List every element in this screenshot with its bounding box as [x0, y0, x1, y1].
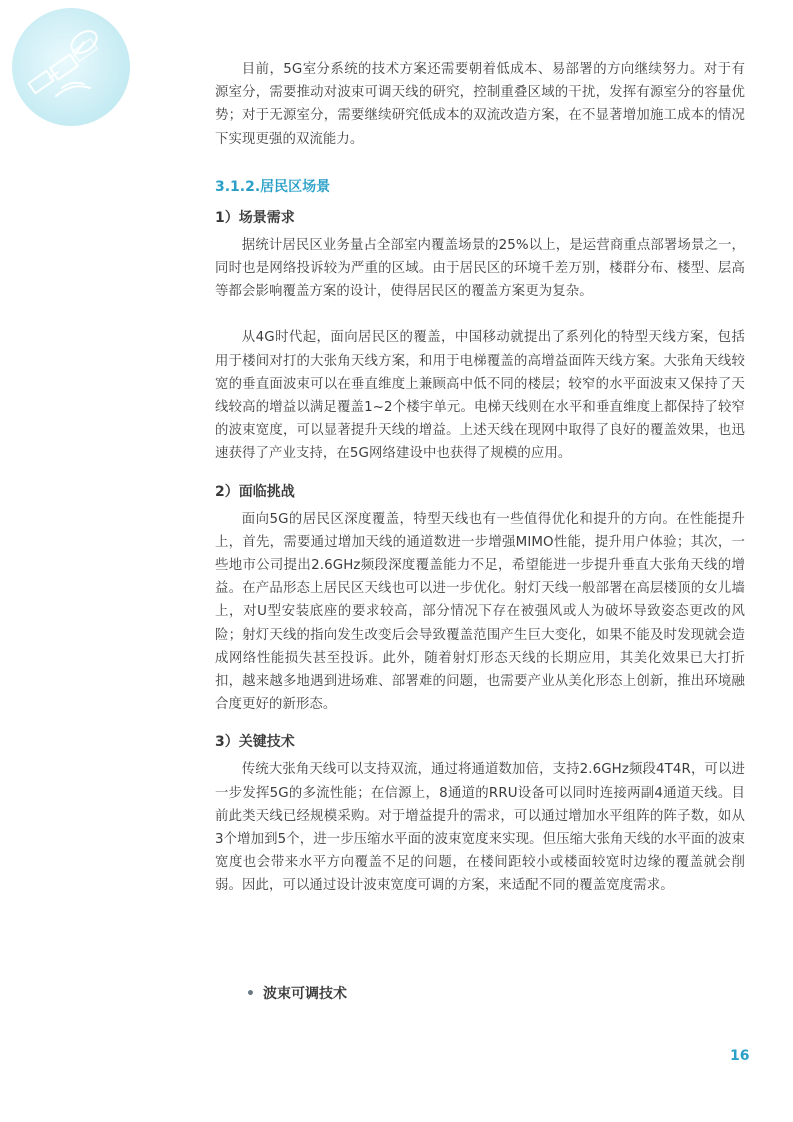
demand-paragraph-1: 据统计居民区业务量占全部室内覆盖场景的25%以上，是运营商重点部署场景之一，同时也是网络投诉较为严重的区域。由于居民区的环境千差万别，楼群分布、楼型、层高等都会影响覆盖方案的设计，使得居民区的覆盖方案更为复杂。	[215, 237, 745, 300]
page-number: 16	[730, 1048, 750, 1064]
challenge-paragraph: 面向5G的居民区深度覆盖，特型天线也有一些值得优化和提升的方向。在性能提升上，首先，需要通过增加天线的通道数进一步增强MIMO性能，提升用户体验；其次，一些地市公司提出2.6GHz频段深度覆盖能力不足，希望能进一步提升垂直大张角天线的增益。在产品形态上居民区天线也可以进一步优化。射灯天线一般部署在高层楼顶的女儿墙上，对U型安装底座的要求较高，部分情况下存在被强风或人为破坏导致姿态更改的风险；射灯天线的指向发生改变后会导致覆盖范围产生巨大变化，如果不能及时发现就会造成网络性能损失甚至投诉。此外，随着射灯形态天线的长期应用，其美化效果已大打折扣，越来越多地遇到进场难、部署难的问题，也需要产业从美化形态上创新，推出环境融合度更好的新形态。	[215, 511, 745, 713]
bullet-text: 波束可调技术	[262, 986, 347, 1002]
subheading-demand: 1）场景需求	[215, 209, 295, 226]
bullet-icon: •	[246, 986, 255, 1002]
subheading-challenge: 2）面临挑战	[215, 483, 295, 500]
satellite-icon	[12, 8, 130, 126]
page-content	[215, 58, 745, 898]
intro-paragraph: 目前，5G室分系统的技术方案还需要朝着低成本、易部署的方向继续努力。对于有源室分，需要推动对波束可调天线的研究，控制重叠区域的干扰，发挥有源室分的容量优势；对于无源室分，需要继续研究低成本的双流改造方案，在不显著增加施工成本的情况下实现更强的双流能力。	[215, 62, 745, 147]
satellite-logo	[12, 8, 130, 126]
keytech-paragraph: 传统大张角天线可以支持双流，通过将通道数加倍，支持2.6GHz频段4T4R，可以进一步发挥5G的多流性能；在信源上，8通道的RRU设备可以同时连接两副4通道天线。目前此类天线已经规模采购。对于增益提升的需求，可以通过增加水平组阵的阵子数，如从3个增加到5个，进一步压缩水平面的波束宽度来实现。但压缩大张角天线的水平面的波束宽度也会带来水平方向覆盖不足的问题，在楼间距较小或楼面较宽时边缘的覆盖就会削弱。因此，可以通过设计波束宽度可调的方案，来适配不同的覆盖宽度需求。	[215, 762, 745, 894]
section-heading: 3.1.2.居民区场景	[215, 178, 331, 195]
demand-paragraph-2: 从4G时代起，面向居民区的覆盖，中国移动就提出了系列化的特型天线方案，包括用于楼间对打的大张角天线方案，和用于电梯覆盖的高增益面阵天线方案。大张角天线较宽的垂直面波束可以在垂直维度上兼顾高中低不同的楼层；较窄的水平面波束又保持了天线较高的增益以满足覆盖1~2个楼宇单元。电梯天线则在水平和垂直维度上都保持了较窄的波束宽度，可以显著提升天线的增益。上述天线在现网中取得了良好的覆盖效果，也迅速获得了产业支持，在5G网络建设中也获得了规模的应用。	[215, 330, 745, 462]
bullet-item	[246, 984, 347, 1004]
subheading-keytech: 3）关键技术	[215, 734, 295, 751]
